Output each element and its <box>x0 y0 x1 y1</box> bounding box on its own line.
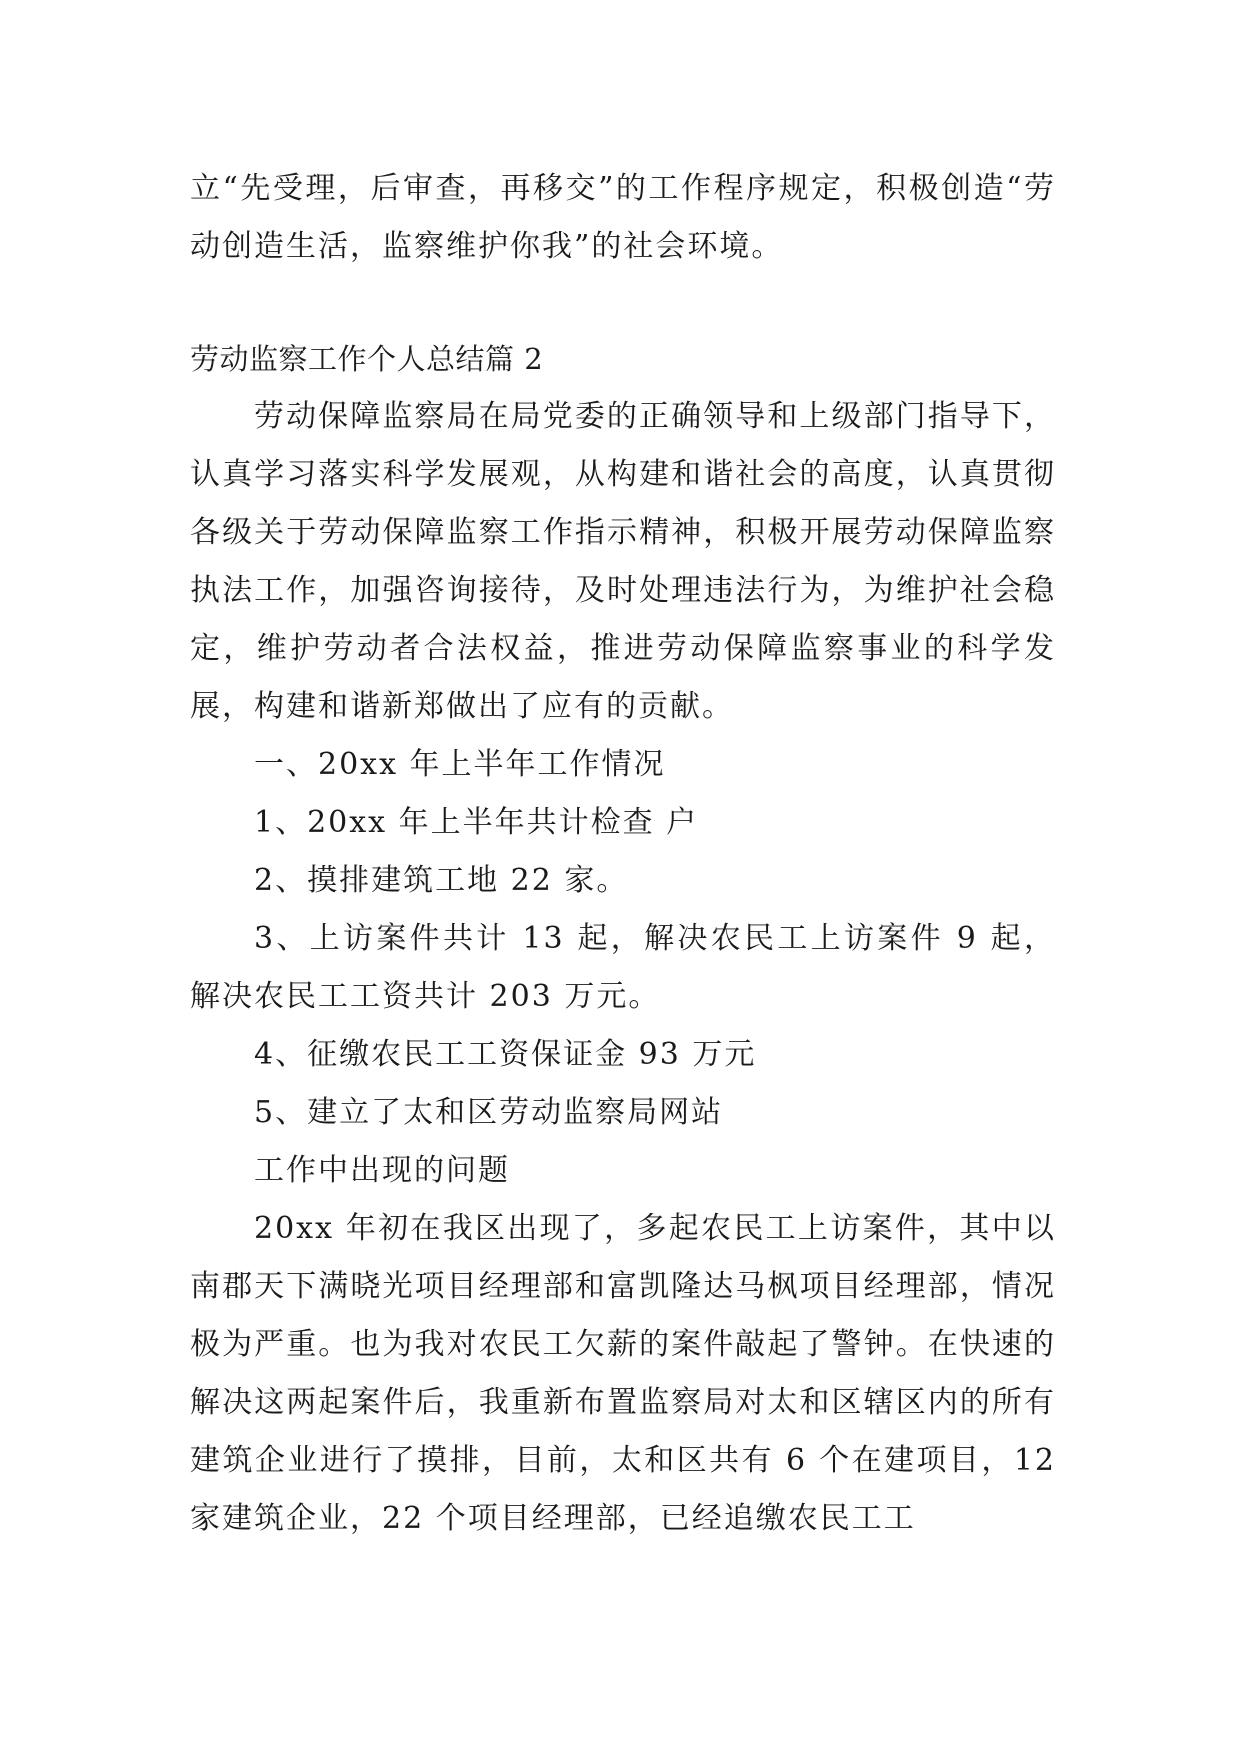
list-item: 1、20xx 年上半年共计检查 户 <box>254 805 699 840</box>
problems-heading: 工作中出现的问题 <box>254 1153 510 1188</box>
document-page <box>190 160 1056 1548</box>
work-status-heading: 一、20xx 年上半年工作情况 <box>254 747 666 782</box>
continuation-paragraph: 立“先受理，后审查，再移交”的工作程序规定，积极创造“劳动创造生活，监察维护你我”的社会环境。 <box>190 171 1056 264</box>
list-item: 2、摸排建筑工地 22 家。 <box>254 863 629 898</box>
list-item: 4、征缴农民工工资保证金 93 万元 <box>254 1037 757 1072</box>
section-title: 劳动监察工作个人总结篇 2 <box>190 342 544 376</box>
problems-paragraph: 20xx 年初在我区出现了，多起农民工上访案件，其中以南郡天下满晓光项目经理部和富凯隆达马枫项目经理部，情况极为严重。也为我对农民工欠薪的案件敲起了警钟。在快速的解决这两起案件后，我重新布置监察局对太和区辖区内的所有建筑企业进行了摸排，目前，太和区共有 6 个在建项目，12 家建筑企业，22 个项目经理部，已经追缴农民工工 <box>190 1211 1056 1536</box>
list-item: 5、建立了太和区劳动监察局网站 <box>254 1095 724 1130</box>
list-item: 3、上访案件共计 13 起，解决农民工上访案件 9 起，解决农民工工资共计 203 万元。 <box>190 921 1056 1014</box>
intro-paragraph: 劳动保障监察局在局党委的正确领导和上级部门指导下，认真学习落实科学发展观，从构建和谐社会的高度，认真贯彻各级关于劳动保障监察工作指示精神，积极开展劳动保障监察执法工作，加强咨询接待，及时处理违法行为，为维护社会稳定，维护劳动者合法权益，推进劳动保障监察事业的科学发展，构建和谐新郑做出了应有的贡献。 <box>190 399 1056 724</box>
